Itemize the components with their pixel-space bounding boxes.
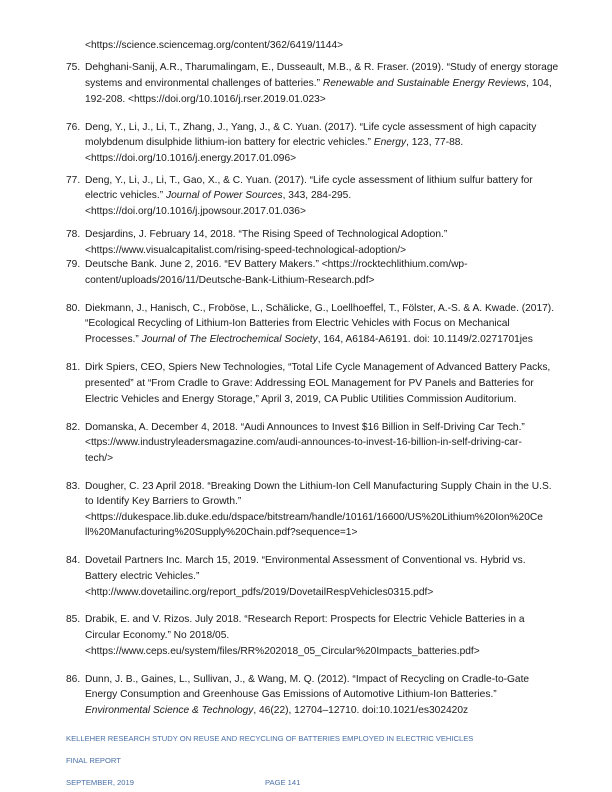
reference-line	[85, 229, 447, 241]
reference-line	[85, 394, 516, 406]
reference-line	[85, 206, 306, 218]
journal-title: Energy	[373, 137, 407, 148]
reference-text: <ttps://www.industryleadersmagazine.com/audi-announces-to-invest-16-billion-in-self-driving-car-	[85, 437, 522, 448]
reference-text: , 343, 284-295.	[282, 190, 352, 201]
reference-text: presented” at “From Cradle to Grave: Addressing EOL Management for PV Panels and Batteries for	[85, 378, 534, 389]
reference-line	[85, 122, 536, 134]
reference-number: 85.	[66, 614, 81, 625]
reference-line	[85, 318, 510, 330]
reference-line	[85, 303, 554, 315]
reference-number: 75.	[66, 62, 81, 73]
reference-text: Battery electric Vehicles.”	[85, 571, 200, 582]
reference-number: 76.	[66, 122, 81, 133]
footer-page-number: PAGE 141	[265, 778, 301, 787]
reference-line	[85, 689, 497, 701]
reference-number: 77.	[66, 175, 81, 186]
reference-text: <https://science.sciencemag.org/content/362/6419/1144>	[85, 40, 344, 51]
reference-text: Diekmann, J., Hanisch, C., Froböse, L., Schälicke, G., Loellhoeffel, T., Fölster, A.-S. & A. Kwade. (2017).	[85, 303, 555, 314]
footer-title: KELLEHER RESEARCH STUDY ON REUSE AND RECYCLING OF BATTERIES EMPLOYED IN ELECTRIC VEHICLES	[66, 734, 474, 743]
reference-line	[85, 437, 522, 449]
reference-line	[85, 630, 229, 642]
reference-text: <https://www.ceps.eu/system/files/RR%202018_05_Circular%20Impacts_batteries.pdf>	[85, 646, 480, 657]
reference-line	[85, 190, 351, 202]
reference-line	[85, 259, 467, 271]
reference-line	[85, 362, 550, 374]
reference-text: Deng, Y., Li, J., Li, T., Gao, X., & C. Yuan. (2017). “Life cycle assessment of lithium sulfur battery for	[85, 175, 533, 186]
reference-text: molybdenum disulphide lithium-ion battery for electric vehicles.”	[85, 137, 374, 148]
reference-line	[85, 496, 241, 508]
reference-line	[85, 705, 468, 717]
reference-number: 78.	[66, 229, 81, 240]
reference-line	[85, 453, 113, 465]
reference-line	[85, 94, 326, 106]
reference-line	[85, 62, 558, 74]
reference-text: Energy Consumption and Greenhouse Gas Emissions of Automotive Lithium-Ion Batteries.”	[85, 689, 497, 700]
reference-number: 80.	[66, 303, 81, 314]
reference-line	[85, 422, 525, 434]
reference-line	[85, 153, 296, 165]
reference-text: content/uploads/2016/11/Deutsche-Bank-Lithium-Research.pdf>	[85, 275, 375, 286]
reference-text: Circular Economy.” No 2018/05.	[85, 630, 230, 641]
reference-text: , 104,	[526, 78, 552, 89]
reference-text: to Identify Key Barriers to Growth.”	[85, 496, 242, 507]
footer-date: SEPTEMBER, 2019	[66, 778, 134, 787]
reference-text: “Ecological Recycling of Lithium-Ion Batteries from Electric Vehicles with Focus on Mechanical	[85, 318, 510, 329]
reference-number: 82.	[66, 422, 81, 433]
reference-text: <https://doi.org/10.1016/j.jpowsour.2017.01.036>	[85, 206, 306, 217]
reference-number: 83.	[66, 481, 81, 492]
reference-text: Deutsche Bank. June 2, 2016. “EV Battery Makers.” <https://rocktechlithium.com/wp-	[85, 259, 468, 270]
reference-line	[85, 614, 525, 626]
reference-line	[85, 587, 433, 599]
reference-line	[85, 646, 480, 658]
reference-text: Deng, Y., Li, J., Li, T., Zhang, J., Yang, J., & C. Yuan. (2017). “Life cycle assessment of high capacity	[85, 122, 537, 133]
reference-number: 81.	[66, 362, 81, 373]
reference-line	[85, 175, 533, 187]
reference-text: Desjardins, J. February 14, 2018. “The Rising Speed of Technological Adoption.”	[85, 229, 448, 240]
reference-continuation-line	[85, 40, 343, 52]
reference-text: Processes.”	[85, 334, 142, 345]
reference-text: <https://doi.org/10.1016/j.energy.2017.01.096>	[85, 153, 297, 164]
reference-line	[85, 137, 463, 149]
reference-text: systems and environmental challenges of batteries.”	[85, 78, 323, 89]
reference-text: <https://www.visualcapitalist.com/rising-speed-technological-adoption/>	[85, 245, 407, 256]
reference-text: 192-208. <https://doi.org/10.1016/j.rser.2019.01.023>	[85, 94, 326, 105]
footer-report-label: FINAL REPORT	[66, 756, 121, 765]
reference-line	[85, 245, 406, 257]
reference-line	[85, 481, 552, 493]
reference-text: Dirk Spiers, CEO, Spiers New Technologies, “Total Life Cycle Management of Advanced Battery Packs,	[85, 362, 551, 373]
reference-text: Dehghani-Sanij, A.R., Tharumalingam, E., Dusseault, M.B., & R. Fraser. (2019). “Study of energy storage	[85, 62, 559, 73]
journal-title: Journal of The Electrochemical Society	[141, 334, 318, 345]
reference-text: Dunn, J. B., Gaines, L., Sullivan, J., & Wang, M. Q. (2012). “Impact of Recycling on Cradle-to-Gate	[85, 674, 530, 685]
reference-text: electric vehicles.”	[85, 190, 166, 201]
reference-line	[85, 378, 534, 390]
reference-number: 86.	[66, 674, 81, 685]
reference-line	[85, 527, 357, 539]
reference-number: 84.	[66, 555, 81, 566]
reference-text: Drabik, E. and V. Rizos. July 2018. “Research Report: Prospects for Electric Vehicle Batteries in a	[85, 614, 525, 625]
journal-title: Environmental Science & Technology	[85, 705, 254, 716]
reference-text: Dougher, C. 23 April 2018. “Breaking Down the Lithium-Ion Cell Manufacturing Supply Chain in the U.S.	[85, 481, 552, 492]
reference-text: Electric Vehicles and Energy Storage,” April 3, 2019, CA Public Utilities Commission Auditorium.	[85, 394, 517, 405]
reference-number: 79.	[66, 259, 81, 270]
reference-text: ll%20Manufacturing%20Supply%20Chain.pdf?sequence=1>	[85, 527, 358, 538]
reference-text: <https://dukespace.lib.duke.edu/dspace/bitstream/handle/10161/16600/US%20Lithium%20Ion%20Ce	[85, 512, 543, 523]
reference-line	[85, 512, 543, 524]
journal-title: Journal of Power Sources	[165, 190, 283, 201]
reference-line	[85, 571, 199, 583]
journal-title: Renewable and Sustainable Energy Reviews	[322, 78, 527, 89]
reference-text: <http://www.dovetailinc.org/report_pdfs/2019/DovetailRespVehicles0315.pdf>	[85, 587, 434, 598]
reference-text: , 164, A6184-A6191. doi: 10.1149/2.0271701jes	[317, 334, 533, 345]
reference-text: Domanska, A. December 4, 2018. “Audi Announces to Invest $16 Billion in Self-Driving Car Tech.”	[85, 422, 525, 433]
reference-text: , 46(22), 12704–12710. doi:10.1021/es302420z	[253, 705, 469, 716]
reference-line	[85, 555, 526, 567]
reference-line	[85, 78, 552, 90]
reference-line	[85, 334, 533, 346]
reference-text: tech/>	[85, 453, 114, 464]
reference-line	[85, 275, 374, 287]
reference-text: , 123, 77-88.	[406, 137, 464, 148]
reference-line	[85, 674, 529, 686]
reference-text: Dovetail Partners Inc. March 15, 2019. “Environmental Assessment of Conventional vs. Hybrid vs.	[85, 555, 526, 566]
